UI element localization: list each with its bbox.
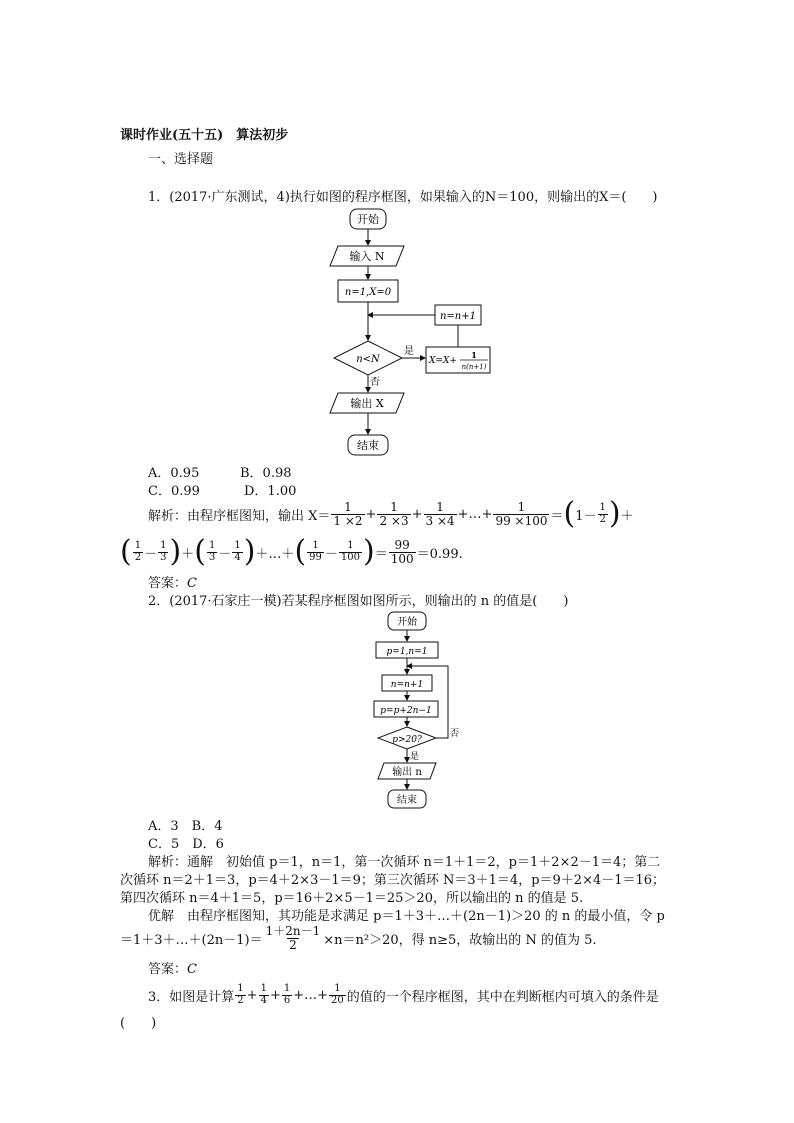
q2-answer: 答案：C — [148, 962, 197, 977]
q2-options-cd: C．5 D．6 — [148, 837, 224, 852]
q2-end-text: 结束 — [397, 795, 417, 806]
q1-flowchart — [320, 205, 510, 460]
q1-frac-3: $\frac{1}{3 \times 4}$ — [425, 499, 455, 528]
q1-input-text: 输入 N — [349, 250, 385, 263]
q1-no-label: 否 — [370, 377, 380, 388]
q3-stem: 3．如图是计算 $\frac{1}{2}$ + $\frac{1}{4}$ + $\frac{1}{6}$ +…+ $\frac{1}{20}$ 的值的一个程序框图，其中在判断框内可填入的条件是 — [148, 983, 659, 1006]
q1-stem: 1．(2017·广东测试，4)执行如图的程序框图，如果输入的N＝100，则输出的X＝( ) — [148, 190, 658, 205]
q1-half-frac: $\frac{1}{2}$ — [599, 502, 606, 525]
q1-analysis-line1: 解析： 由程序框图知，输出 X＝ $\frac{1}{1 \times 2}$ + $\frac{1}{2 \times 3}$ + $\frac{1}{3 \times 4}$ +…+ $\frac{1}{99 \times 100}$ ＝ ( 1－ $\frac{1}{2}$ ) ＋ — [148, 496, 634, 531]
q2-stem: 2．(2017·石家庄一模)若某程序框图如图所示，则输出的 n 的值是( ) — [148, 594, 569, 609]
page-title: 课时作业(五十五) 算法初步 — [120, 128, 289, 143]
q2-start-text: 开始 — [397, 617, 417, 628]
q2-init-text: p=1,n=1 — [386, 647, 428, 657]
q1-analysis-label: 解析： — [148, 508, 188, 524]
q1-output-text: 输出 X — [350, 397, 384, 410]
q2-no-label: 否 — [450, 729, 460, 739]
q1-init-text: n=1,X=0 — [344, 287, 392, 298]
q1-option-d: D．1.00 — [244, 484, 297, 499]
q1-analysis-text: 由程序框图知，输出 X＝ — [187, 508, 331, 524]
q2-step1-text: n=n+1 — [390, 680, 424, 690]
q1-answer: 答案：C — [148, 576, 197, 591]
q1-end-text: 结束 — [357, 439, 379, 452]
q2-yes-label: 是 — [410, 752, 420, 762]
q2-analysis-line5: ＝1＋3＋…＋(2n－1)＝ $\frac{1+2n-1}{2}$ ×n＝n²＞20，得 n≥5，故输出的 N 的值为 5. — [120, 923, 597, 952]
q2-sum-frac: $\frac{1+2n-1}{2}$ — [265, 923, 321, 952]
q3-paren: ( ) — [120, 1016, 157, 1031]
q1-process-prefix: X=X+ — [429, 356, 457, 366]
q2-analysis-line4: 优解 由程序框图知，其功能是求满足 p＝1＋3＋…＋(2n－1)＞20 的 n 的最小值，令 p — [148, 909, 665, 924]
q1-frac-2: $\frac{1}{2 \times 3}$ — [379, 499, 409, 528]
q1-result-frac: $\frac{99}{100}$ — [390, 537, 414, 566]
q2-analysis-line2: 次循环 n＝2＋1＝3，p＝4＋2×3－1＝9；第三次循环 N＝3＋1＝4，p＝9＋2×4－1＝16； — [120, 873, 666, 888]
q1-frac-4: $\frac{1}{99 \times 100}$ — [495, 499, 548, 528]
q1-frac-1: $\frac{1}{1 \times 2}$ — [333, 499, 363, 528]
q1-process-numerator: 1 — [471, 350, 477, 360]
q1-analysis-line2: ( $\frac{1}{2}$ － $\frac{1}{3}$ ) ＋ ( $\frac{1}{3}$ － $\frac{1}{4}$ ) ＋…＋ ( $\frac{1}{99}$ － $\frac{1}{100}$ ) ＝ $\frac{99}{100}$ ＝0.99. — [120, 534, 463, 569]
q2-output-text: 输出 n — [392, 767, 422, 778]
q1-option-c: C．0.99 — [148, 484, 200, 499]
q2-flowchart — [370, 608, 470, 813]
q2-step2-text: p=p+2n−1 — [380, 706, 432, 716]
q1-process-denominator: n(n+1) — [461, 363, 487, 371]
q2-analysis-line1: 解析：通解 初始值 p＝1，n＝1，第一次循环 n＝1＋1＝2，p＝1＋2×2－1＝4；第二 — [148, 855, 661, 870]
q2-analysis-line3: 第四次循环 n＝4＋1＝5，p＝16＋2×5－1＝25＞20，所以输出的 n 的值是 5. — [120, 891, 584, 906]
q1-condition-text: n<N — [356, 354, 380, 365]
q1-option-b: B．0.98 — [240, 466, 292, 481]
q1-start-text: 开始 — [357, 213, 379, 226]
q1-yes-label: 是 — [404, 346, 414, 357]
q1-update-text: n=n+1 — [439, 311, 477, 322]
q2-condition-text: p>20? — [392, 735, 422, 745]
q2-options-ab: A．3 B．4 — [148, 819, 223, 834]
section-heading: 一、选择题 — [148, 152, 214, 167]
q1-option-a: A．0.95 — [148, 466, 200, 481]
